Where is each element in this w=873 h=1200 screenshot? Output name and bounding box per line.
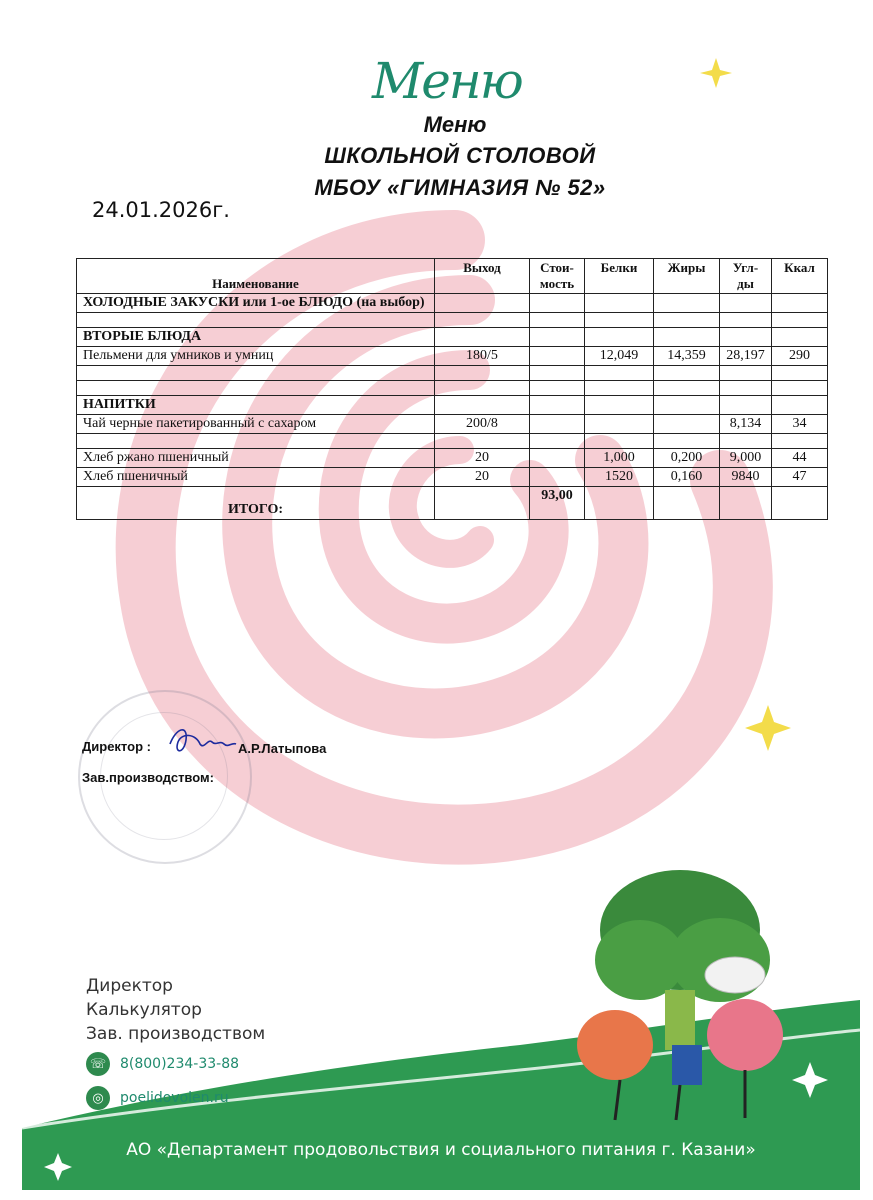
cell-carbs [720,294,772,313]
column-header: Выход [435,259,530,294]
cell-carbs: 9840 [720,468,772,487]
cell-empty [585,487,654,520]
cell-out [435,487,530,520]
cell-out [435,434,530,449]
cell-kcal [772,434,828,449]
cell-out [435,396,530,415]
footer-roles [86,974,265,1046]
cell-out [435,366,530,381]
cell-protein [585,381,654,396]
cell-carbs: 9,000 [720,449,772,468]
school-title: МБОУ «ГИМНАЗИЯ № 52» [314,175,606,200]
cell-carbs [720,396,772,415]
section-title: НАПИТКИ [77,396,435,415]
cell-out [435,294,530,313]
cell-kcal [772,294,828,313]
total-label: ИТОГО: [77,487,435,520]
cell-fat [654,434,720,449]
cell-kcal [772,366,828,381]
cell-protein [585,396,654,415]
cell-carbs: 8,134 [720,415,772,434]
cell-kcal [772,396,828,415]
section-row [77,294,828,313]
cell-protein: 1,000 [585,449,654,468]
dish-name [77,434,435,449]
cell-out [435,313,530,328]
cell-fat [654,294,720,313]
cell-fat [654,328,720,347]
star-icon [700,58,732,88]
cell-kcal: 47 [772,468,828,487]
cell-out: 20 [435,468,530,487]
footer-role: Директор [86,976,173,996]
cell-empty [772,487,828,520]
footer-role: Калькулятор [86,1000,202,1020]
production-label: Зав.производством: [82,770,214,785]
dish-name: Чай черные пакетированный с сахаром [77,415,435,434]
cell-price [530,366,585,381]
section-row [77,328,828,347]
cell-fat [654,366,720,381]
cell-protein [585,366,654,381]
cell-price [530,347,585,366]
column-header: Жиры [654,259,720,294]
cell-kcal: 290 [772,347,828,366]
cell-protein [585,434,654,449]
cell-out [435,381,530,396]
table-row [77,468,828,487]
section-title: ВТОРЫЕ БЛЮДА [77,328,435,347]
cell-fat [654,396,720,415]
empty-row [77,434,828,449]
website-link: poelidovolen.ru [120,1090,229,1106]
table-row [77,449,828,468]
cell-price [530,294,585,313]
signature-image [166,720,238,760]
cell-price [530,381,585,396]
website-contact [86,1085,229,1111]
dish-name: Пельмени для умников и умниц [77,347,435,366]
table-row [77,415,828,434]
cell-price [530,434,585,449]
cell-kcal: 44 [772,449,828,468]
cell-carbs [720,366,772,381]
cell-protein [585,313,654,328]
cell-protein: 12,049 [585,347,654,366]
cell-out [435,328,530,347]
cell-protein [585,415,654,434]
dish-name [77,313,435,328]
cell-price [530,396,585,415]
menu-title: Меню [423,112,487,137]
dish-name: Хлеб пшеничный [77,468,435,487]
section-title: ХОЛОДНЫЕ ЗАКУСКИ или 1-ое БЛЮДО (на выбор) [77,294,435,313]
phone-icon: ☏ [86,1052,110,1076]
menu-table [76,258,828,520]
cell-kcal [772,328,828,347]
cell-price [530,328,585,347]
cell-out: 180/5 [435,347,530,366]
cell-fat [654,313,720,328]
cell-protein: 1520 [585,468,654,487]
cell-fat: 14,359 [654,347,720,366]
empty-row [77,313,828,328]
phone-number: 8(800)234-33-88 [120,1056,240,1072]
cell-kcal: 34 [772,415,828,434]
cell-empty [720,487,772,520]
director-name: А.Р.Латыпова [238,741,327,756]
canteen-title: ШКОЛЬНОЙ СТОЛОВОЙ [324,143,596,168]
cell-price [530,415,585,434]
star-icon [745,705,791,751]
script-title: Меню [372,52,522,110]
column-header: Наименование [77,259,435,294]
cell-carbs: 28,197 [720,347,772,366]
footer-role: Зав. производством [86,1024,266,1044]
cell-fat: 0,200 [654,449,720,468]
cell-fat [654,415,720,434]
cell-carbs [720,434,772,449]
empty-row [77,381,828,396]
cell-out: 20 [435,449,530,468]
phone-contact [86,1051,239,1077]
cell-carbs [720,381,772,396]
column-header: Стои-мость [530,259,585,294]
dish-name: Хлеб ржано пшеничный [77,449,435,468]
cell-carbs [720,328,772,347]
cell-kcal [772,381,828,396]
empty-row [77,366,828,381]
cell-price [530,468,585,487]
total-row [77,487,828,520]
column-header: Ккал [772,259,828,294]
dish-name [77,366,435,381]
cell-protein [585,294,654,313]
table-header-row [77,259,828,294]
total-value: 93,00 [530,487,585,520]
director-label: Директор : [82,739,151,754]
cell-fat: 0,160 [654,468,720,487]
column-header: Белки [585,259,654,294]
dish-name [77,381,435,396]
cell-kcal [772,313,828,328]
table-row [77,347,828,366]
cell-price [530,313,585,328]
globe-icon: ◎ [86,1086,110,1110]
cell-carbs [720,313,772,328]
column-header: Угл-ды [720,259,772,294]
menu-date: 24.01.2026г. [92,198,230,222]
cell-price [530,449,585,468]
cell-out: 200/8 [435,415,530,434]
section-row [77,396,828,415]
organization-name: АО «Департамент продовольствия и социального питания г. Казани» [126,1140,756,1160]
cell-empty [654,487,720,520]
cell-fat [654,381,720,396]
cell-protein [585,328,654,347]
